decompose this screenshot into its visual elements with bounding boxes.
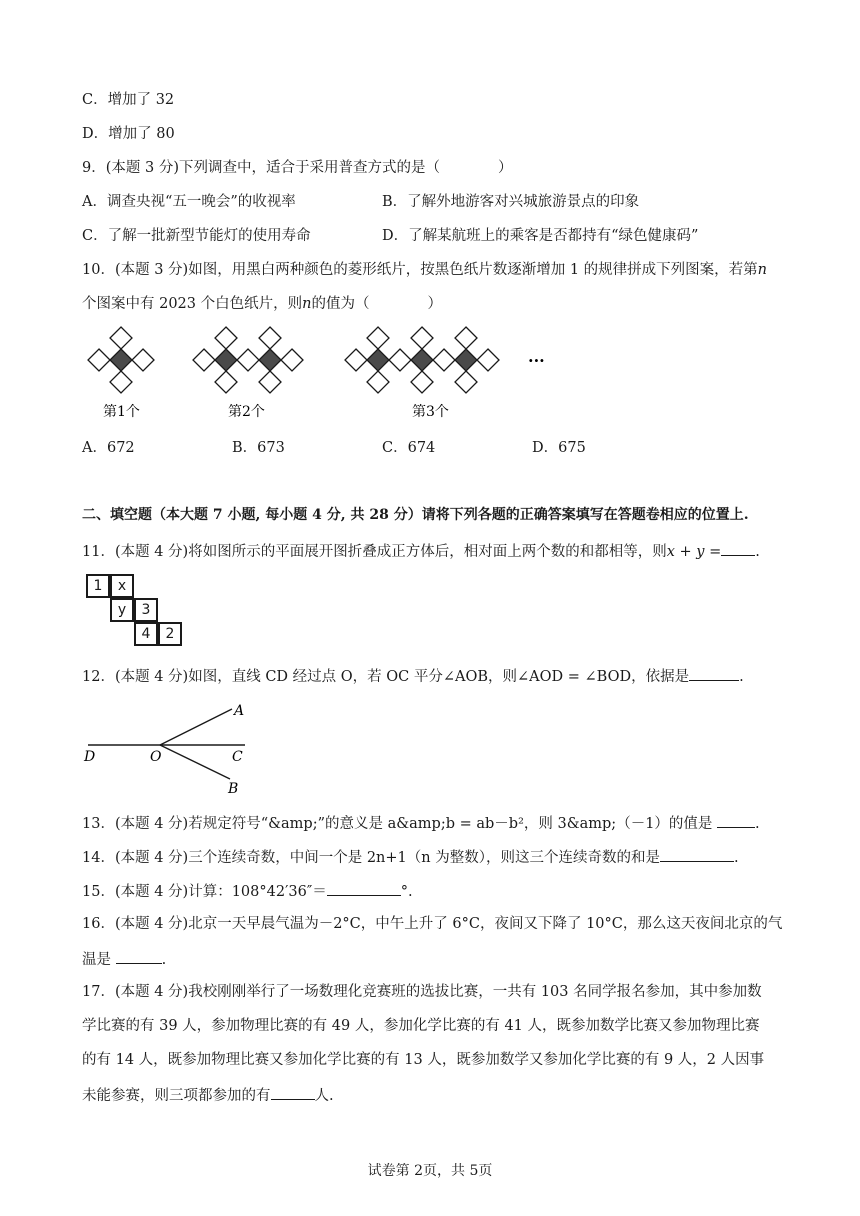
black-rhombus [110,349,132,371]
white-rhombus [367,371,389,393]
point-a-label: A [234,703,245,719]
q17-stem-line2: 学比赛的有 39 人，参加物理比赛的有 49 人，参加化学比赛的有 41 人，既参加数学比赛又参加物理比赛 [82,1018,760,1034]
q10-caption-1: 第1个 [103,404,140,420]
q11-net-cell: y [110,598,134,622]
white-rhombus [237,349,259,371]
q9-option-d: D．了解某航班上的乘客是否都持有“绿色健康码” [382,228,699,244]
white-rhombus [411,327,433,349]
point-c-label: C [232,749,243,765]
q10-option-c: C．674 [382,440,436,456]
point-b-label: B [228,781,239,795]
q10-rhombus-pattern-figure [0,320,860,430]
q16-answer-blank[interactable] [116,948,162,964]
q11-net-cell: 1 [86,574,110,598]
q11-answer-blank[interactable] [721,540,755,556]
white-rhombus [259,371,281,393]
q9-option-b: B．了解外地游客对兴城旅游景点的印象 [382,194,640,210]
q17-stem-line3: 的有 14 人，既参加物理比赛又参加化学比赛的有 13 人，既参加数学又参加化学比赛的有 9 人，2 人因事 [82,1052,765,1068]
black-rhombus [215,349,237,371]
q9-option-c: C．了解一批新型节能灯的使用寿命 [82,228,311,244]
white-rhombus [132,349,154,371]
q13-answer-blank[interactable] [717,812,755,828]
q12-angle-figure [0,695,860,795]
q10-caption-3: 第3个 [412,404,449,420]
q8-option-d: D．增加了 80 [82,126,175,142]
q12-answer-blank[interactable] [689,665,739,681]
white-rhombus [215,371,237,393]
q17-answer-blank[interactable] [271,1084,315,1100]
white-rhombus [215,327,237,349]
white-rhombus [193,349,215,371]
q12-stem: 12．(本题 4 分)如图，直线 CD 经过点 O，若 OC 平分∠AOB，则∠AOD = ∠BOD，依据是 . [82,665,744,687]
section-2-heading: 二、填空题（本大题 7 小题, 每小题 4 分, 共 28 分）请将下列各题的正确答案填写在答题卷相应的位置上. [82,507,749,523]
q9-stem: 9．(本题 3 分)下列调查中，适合于采用普查方式的是（ ） [82,160,513,176]
q11-stem: 11．(本题 4 分)将如图所示的平面展开图折叠成正方体后，相对面上两个数的和都相等，则x + y = . [82,540,760,562]
ray-oa [160,709,232,745]
q11-net-cell: 4 [134,622,158,646]
black-rhombus [367,349,389,371]
black-rhombus [455,349,477,371]
white-rhombus [411,371,433,393]
q15-stem: 15．(本题 4 分)计算：108°42′36″＝ °. [82,880,413,902]
white-rhombus [110,327,132,349]
black-rhombus [259,349,281,371]
q17-stem-line1: 17．(本题 4 分)我校刚刚举行了一场数理化竞赛班的选拔比赛，一共有 103 名同学报名参加，其中参加数 [82,984,762,1000]
q10-stem-line1: 10．(本题 3 分)如图，用黑白两种颜色的菱形纸片，按黑色纸片数逐渐增加 1 的规律拼成下列图案，若第n [82,262,767,278]
white-rhombus [389,349,411,371]
white-rhombus [455,371,477,393]
white-rhombus [88,349,110,371]
q10-option-a: A．672 [82,440,135,456]
white-rhombus [110,371,132,393]
black-rhombus [411,349,433,371]
white-rhombus [345,349,367,371]
q10-ellipsis: ··· [528,351,545,370]
q10-option-d: D．675 [532,440,586,456]
q16-stem-line2: 温是 . [82,948,166,970]
q13-stem: 13．(本题 4 分)若规定符号“&amp;”的意义是 a&amp;b = ab－b²，则 3&amp;（－1）的值是 . [82,812,760,834]
q10-stem-line2: 个图案中有 2023 个白色纸片，则n的值为（ ） [82,296,442,312]
q10-option-b: B．673 [232,440,285,456]
point-d-label: D [84,749,96,765]
white-rhombus [433,349,455,371]
point-o-label: O [150,749,162,765]
white-rhombus [259,327,281,349]
white-rhombus [477,349,499,371]
q14-answer-blank[interactable] [660,846,734,862]
q11-net-cell: x [110,574,134,598]
q11-net-cell: 3 [134,598,158,622]
ray-ob [160,745,230,779]
q16-stem-line1: 16．(本题 4 分)北京一天早晨气温为－2°C，中午上升了 6°C，夜间又下降了 10°C，那么这天夜间北京的气 [82,916,783,932]
q17-stem-line4: 未能参赛，则三项都参加的有 人. [82,1084,334,1106]
q15-answer-blank[interactable] [327,880,401,896]
white-rhombus [281,349,303,371]
q14-stem: 14．(本题 4 分)三个连续奇数，中间一个是 2n+1（n 为整数），则这三个连续奇数的和是 . [82,846,739,868]
q9-option-a: A．调查央视“五一晚会”的收视率 [82,194,296,210]
white-rhombus [455,327,477,349]
page-footer: 试卷第 2页，共 5页 [367,1163,493,1179]
q10-caption-2: 第2个 [228,404,265,420]
q8-option-c: C．增加了 32 [82,92,175,108]
q11-net-cell: 2 [158,622,182,646]
white-rhombus [367,327,389,349]
